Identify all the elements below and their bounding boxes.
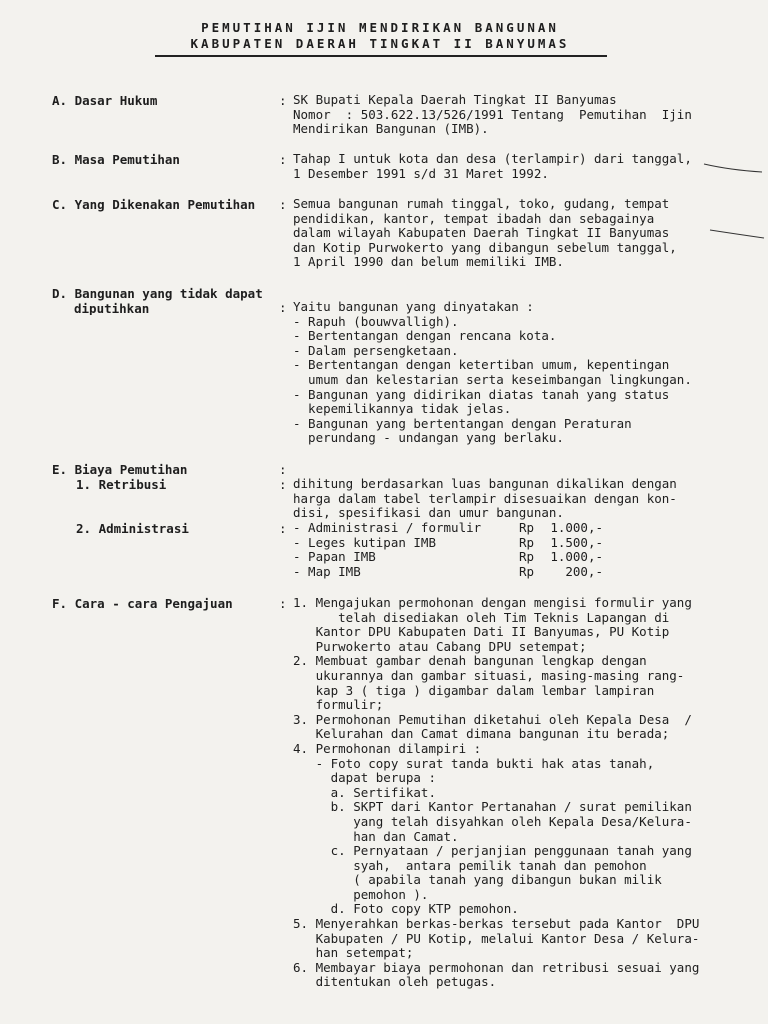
- section-f-line: Kabupaten / PU Kotip, melalui Kantor Desa / Kelura-: [293, 931, 700, 946]
- administrasi-colon: :: [279, 521, 287, 536]
- retribusi-label: 1. Retribusi: [76, 477, 167, 492]
- section-d-line: - Bangunan yang didirikan diatas tanah yang status: [293, 387, 670, 402]
- section-d-colon: :: [279, 300, 287, 315]
- section-b-line: 1 Desember 1991 s/d 31 Maret 1992.: [293, 166, 549, 181]
- section-f-line: telah disediakan oleh Tim Teknis Lapangan di: [293, 610, 670, 625]
- section-f-line: Purwokerto atau Cabang DPU setempat;: [293, 639, 587, 654]
- cost-name: - Map IMB: [293, 563, 361, 579]
- retribusi-line: dihitung berdasarkan luas bangunan dikalikan dengan: [293, 477, 677, 491]
- retribusi-line: disi, spesifikasi dan umur bangunan.: [293, 506, 564, 521]
- retribusi-body: [293, 477, 713, 521]
- section-d-line: - Bertentangan dengan ketertiban umum, kepentingan: [293, 358, 670, 373]
- section-f-line: Kelurahan dan Camat dimana bangunan itu berada;: [293, 727, 670, 742]
- section-a-colon: :: [279, 93, 287, 108]
- section-a-body: [293, 93, 713, 137]
- section-d-label: [52, 286, 263, 315]
- section-f-line: c. Pernyataan / perjanjian penggunaan tanah yang: [293, 844, 692, 859]
- section-b-colon: :: [279, 152, 287, 167]
- pen-stroke: [710, 230, 764, 238]
- section-c-line: dan Kotip Purwokerto yang dibangun sebelum tanggal,: [293, 240, 677, 255]
- section-f-colon: :: [279, 596, 287, 611]
- section-f-line: b. SKPT dari Kantor Pertanahan / surat pemilikan: [293, 800, 692, 815]
- section-f-line: dapat berupa :: [293, 771, 436, 786]
- section-f-line: pemohon ).: [293, 887, 429, 902]
- section-e-label: E. Biaya Pemutihan: [52, 462, 188, 477]
- section-f-line: ( apabila tanah yang dibangun bukan milik: [293, 873, 662, 888]
- section-f-line: ukurannya dan gambar situasi, masing-masing rang-: [293, 668, 685, 683]
- section-f-line: d. Foto copy KTP pemohon.: [293, 902, 519, 917]
- section-f-line: 4. Permohonan dilampiri :: [293, 741, 482, 756]
- section-c-line: dalam wilayah Kabupaten Daerah Tingkat II Banyumas: [293, 226, 670, 241]
- section-d-line: perundang - undangan yang berlaku.: [293, 431, 564, 446]
- cost-row: [293, 521, 603, 536]
- cost-currency: Rp: [519, 549, 535, 565]
- section-f-line: kap 3 ( tiga ) digambar dalam lembar lampiran: [293, 683, 655, 698]
- section-f-line: ditentukan oleh petugas.: [293, 975, 497, 990]
- section-f-body: [293, 596, 713, 990]
- section-c-line: Semua bangunan rumah tinggal, toko, gudang, tempat: [293, 197, 670, 211]
- retribusi-line: harga dalam tabel terlampir disesuaikan dengan kon-: [293, 491, 677, 506]
- section-f-line: syah, antara pemilik tanah dan pemohon: [293, 858, 647, 873]
- section-d-line: umum dan kelestarian serta keseimbangan lingkungan.: [293, 372, 692, 387]
- section-f-line: Kantor DPU Kabupaten Dati II Banyumas, PU Kotip: [293, 625, 670, 640]
- section-d-label-line: diputihkan: [74, 300, 150, 316]
- document-title-line-1: PEMUTIHAN IJIN MENDIRIKAN BANGUNAN: [201, 20, 559, 35]
- section-f-line: han dan Camat.: [293, 829, 459, 844]
- cost-currency: Rp: [519, 563, 535, 579]
- section-a-label: A. Dasar Hukum: [52, 93, 158, 108]
- section-d-line: - Bangunan yang bertentangan dengan Peraturan: [293, 416, 632, 431]
- section-b-line: Tahap I untuk kota dan desa (terlampir) dari tanggal,: [293, 152, 692, 166]
- cost-name: - Papan IMB: [293, 549, 376, 565]
- pen-stroke-marks: [700, 150, 768, 240]
- section-f-line: 5. Menyerahkan berkas-berkas tersebut pada Kantor DPU: [293, 917, 700, 932]
- pen-stroke: [704, 164, 762, 172]
- section-c-label: C. Yang Dikenakan Pemutihan: [52, 197, 256, 212]
- section-f-line: a. Sertifikat.: [293, 785, 436, 800]
- section-f-line: yang telah disyahkan oleh Kepala Desa/Kelura-: [293, 814, 692, 829]
- cost-name: - Administrasi / formulir: [293, 520, 482, 535]
- administrasi-cost-table: [293, 521, 713, 579]
- section-c-line: 1 April 1990 dan belum memiliki IMB.: [293, 255, 564, 270]
- cost-amount: 200,-: [565, 563, 603, 579]
- section-b-body: [293, 152, 713, 181]
- administrasi-label: 2. Administrasi: [76, 521, 189, 536]
- cost-row: [293, 550, 603, 565]
- document-title-line-2: KABUPATEN DAERAH TINGKAT II BANYUMAS: [190, 36, 570, 51]
- cost-row: [293, 536, 603, 551]
- section-c-colon: :: [279, 197, 287, 212]
- section-a-line: Mendirikan Bangunan (IMB).: [293, 122, 489, 137]
- section-d-line: - Bertentangan dengan rencana kota.: [293, 329, 557, 344]
- cost-amount: 1.000,-: [550, 520, 603, 535]
- section-c-line: pendidikan, kantor, tempat ibadah dan sebagainya: [293, 211, 655, 226]
- title-underline: [155, 55, 607, 57]
- section-f-line: formulir;: [293, 698, 384, 713]
- section-a-line: SK Bupati Kepala Daerah Tingkat II Banyumas: [293, 93, 617, 107]
- section-d-line: - Rapuh (bouwvalligh).: [293, 314, 459, 329]
- retribusi-colon: :: [279, 477, 287, 492]
- section-f-line: 6. Membayar biaya permohonan dan retribusi sesuai yang: [293, 960, 700, 975]
- cost-currency: Rp: [519, 534, 535, 550]
- section-f-line: han setempat;: [293, 946, 414, 961]
- section-d-label-line: D. Bangunan yang tidak dapat: [52, 286, 263, 301]
- cost-currency: Rp: [519, 520, 535, 535]
- section-b-label: B. Masa Pemutihan: [52, 152, 180, 167]
- section-a-line: Nomor : 503.622.13/526/1991 Tentang Pemutihan Ijin: [293, 107, 692, 122]
- section-e-colon: :: [279, 462, 287, 477]
- section-d-line: Yaitu bangunan yang dinyatakan :: [293, 300, 534, 314]
- section-f-line: - Foto copy surat tanda bukti hak atas tanah,: [293, 756, 655, 771]
- cost-amount: 1.500,-: [550, 534, 603, 550]
- section-f-label: F. Cara - cara Pengajuan: [52, 596, 233, 611]
- section-f-line: 2. Membuat gambar denah bangunan lengkap dengan: [293, 654, 647, 669]
- section-d-line: kepemilikannya tidak jelas.: [293, 402, 512, 417]
- section-f-line: 3. Permohonan Pemutihan diketahui oleh Kepala Desa /: [293, 712, 692, 727]
- cost-amount: 1.000,-: [550, 549, 603, 565]
- cost-name: - Leges kutipan IMB: [293, 534, 436, 550]
- cost-row: [293, 565, 603, 580]
- section-d-body: [293, 300, 713, 446]
- section-f-line: 1. Mengajukan permohonan dengan mengisi formulir yang: [293, 596, 692, 610]
- section-c-body: [293, 197, 713, 270]
- section-d-line: - Dalam persengketaan.: [293, 343, 459, 358]
